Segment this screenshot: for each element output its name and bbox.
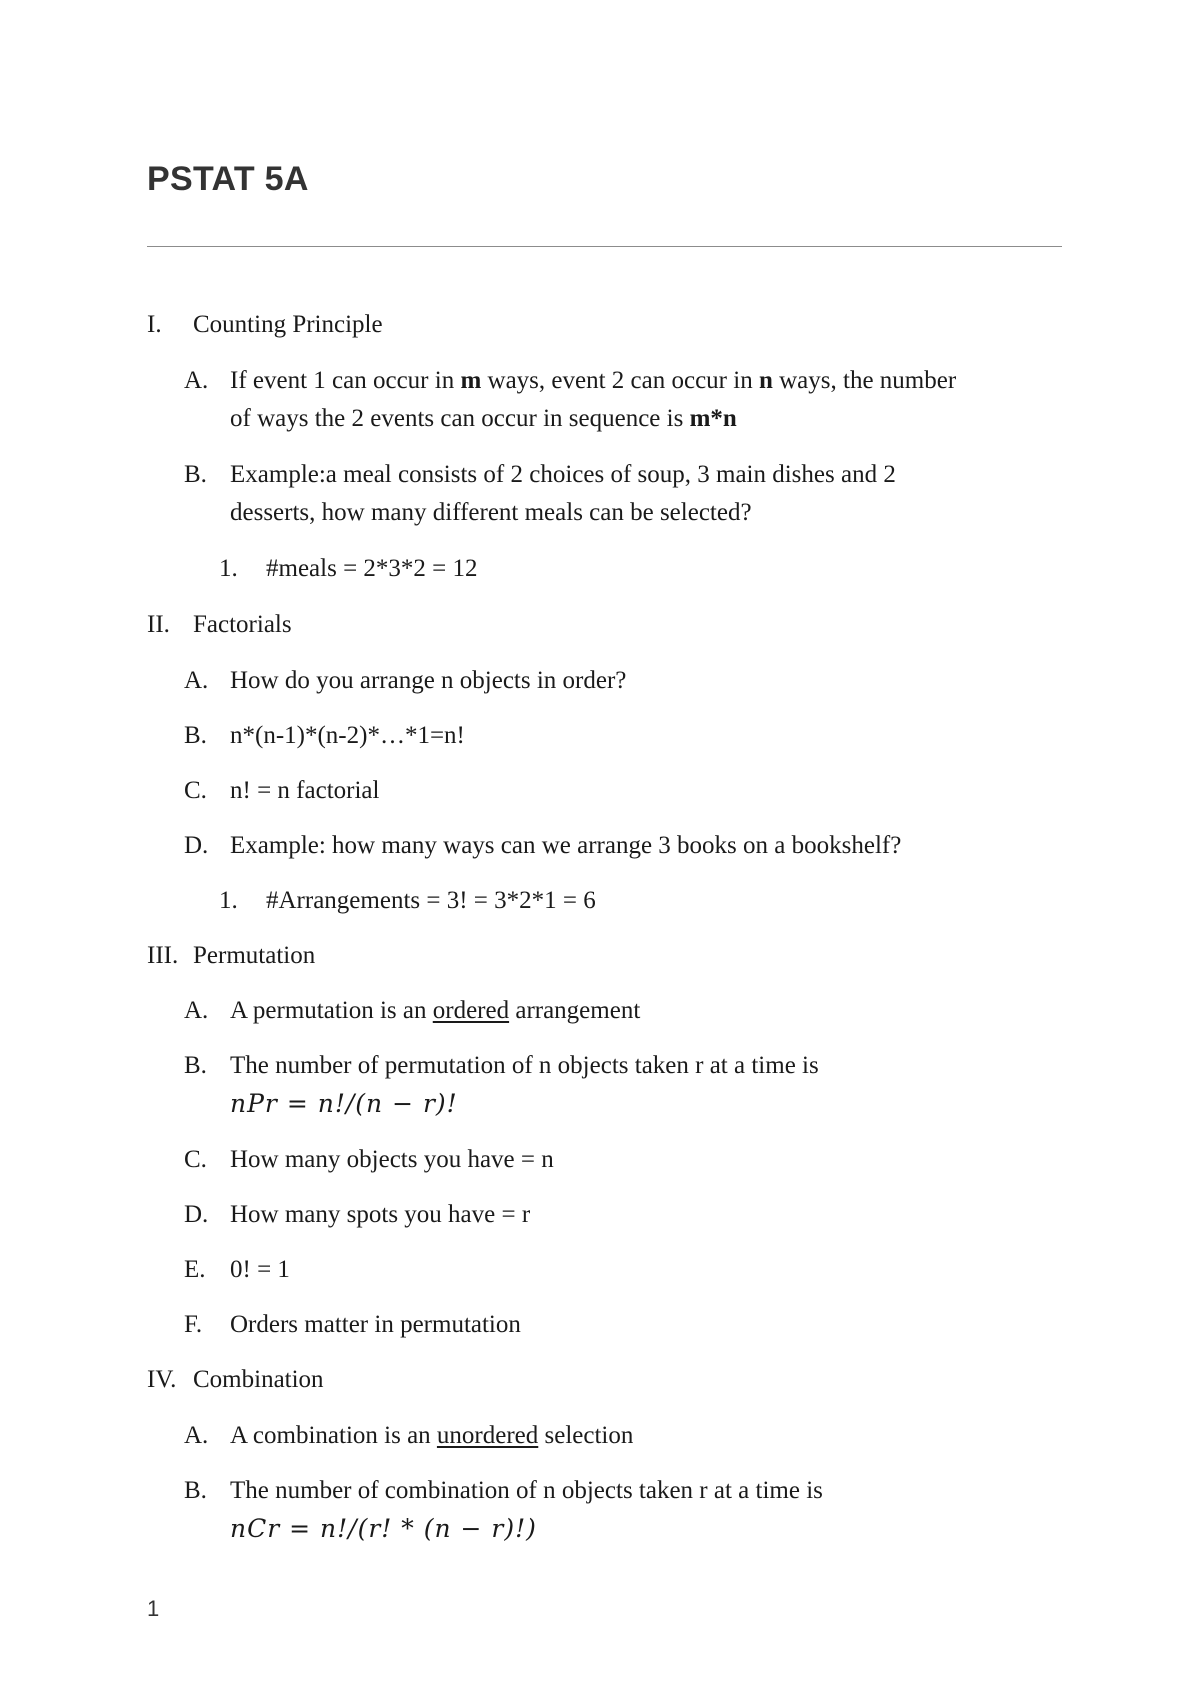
list-item-text: Orders matter in permutation xyxy=(230,1311,521,1338)
combination-formula: nCr = n!/(r! * (n − r)!) xyxy=(230,1514,537,1543)
underlined-term: unordered xyxy=(436,1422,539,1449)
subitem-text: #Arrangements = 3! = 3*2*1 = 6 xyxy=(266,887,596,914)
section-heading: Counting Principle xyxy=(193,311,383,338)
section-marker: IV. xyxy=(147,1366,177,1393)
item-marker: E. xyxy=(184,1256,206,1283)
item-marker: D. xyxy=(184,1201,209,1228)
section-heading: Factorials xyxy=(193,611,292,638)
page-title: PSTAT 5A xyxy=(147,160,309,198)
list-item-text: desserts, how many different meals can be selected? xyxy=(230,499,752,526)
list-item-text: n! = n factorial xyxy=(230,777,380,804)
item-marker: A. xyxy=(184,367,209,394)
section-heading: Combination xyxy=(193,1366,324,1393)
list-item-text: A combination is an unordered selection xyxy=(230,1422,634,1449)
item-marker: F. xyxy=(184,1311,203,1338)
page-number: 1 xyxy=(147,1596,160,1621)
section-heading: Permutation xyxy=(193,942,316,969)
section-marker: II. xyxy=(147,611,170,638)
list-item-text: How many spots you have = r xyxy=(230,1201,531,1228)
list-item-text: A permutation is an ordered arrangement xyxy=(230,997,641,1024)
item-marker: B. xyxy=(184,461,207,488)
title-divider xyxy=(147,246,1062,247)
item-marker: A. xyxy=(184,667,209,694)
bold-variable: n xyxy=(758,367,773,394)
bold-variable: m*n xyxy=(689,405,737,432)
item-marker: B. xyxy=(184,722,207,749)
list-item-text: n*(n-1)*(n-2)*…*1=n! xyxy=(230,722,465,749)
list-item-text: How many objects you have = n xyxy=(230,1146,554,1173)
list-item-text: of ways the 2 events can occur in sequence is m*n xyxy=(230,405,737,432)
subitem-text: #meals = 2*3*2 = 12 xyxy=(266,555,478,582)
section-marker: III. xyxy=(147,942,179,969)
list-item-text: Example:a meal consists of 2 choices of soup, 3 main dishes and 2 xyxy=(230,461,896,488)
list-item-text: If event 1 can occur in m ways, event 2 can occur in n ways, the number xyxy=(230,367,957,394)
list-item-text: 0! = 1 xyxy=(230,1256,290,1283)
list-item-text: Example: how many ways can we arrange 3 books on a bookshelf? xyxy=(230,832,902,859)
permutation-formula: nPr = n!/(n − r)! xyxy=(230,1089,458,1118)
subitem-marker: 1. xyxy=(219,555,238,582)
item-marker: A. xyxy=(184,1422,209,1449)
list-item-text: How do you arrange n objects in order? xyxy=(230,667,627,694)
item-marker: D. xyxy=(184,832,209,859)
item-marker: B. xyxy=(184,1477,207,1504)
subitem-marker: 1. xyxy=(219,887,238,914)
list-item-text: The number of combination of n objects taken r at a time is xyxy=(230,1477,823,1504)
item-marker: A. xyxy=(184,997,209,1024)
bold-variable: m xyxy=(460,367,482,394)
item-marker: C. xyxy=(184,777,207,804)
item-marker: C. xyxy=(184,1146,207,1173)
item-marker: B. xyxy=(184,1052,207,1079)
underlined-term: ordered xyxy=(432,997,510,1024)
section-marker: I. xyxy=(147,311,162,338)
list-item-text: The number of permutation of n objects taken r at a time is xyxy=(230,1052,819,1079)
